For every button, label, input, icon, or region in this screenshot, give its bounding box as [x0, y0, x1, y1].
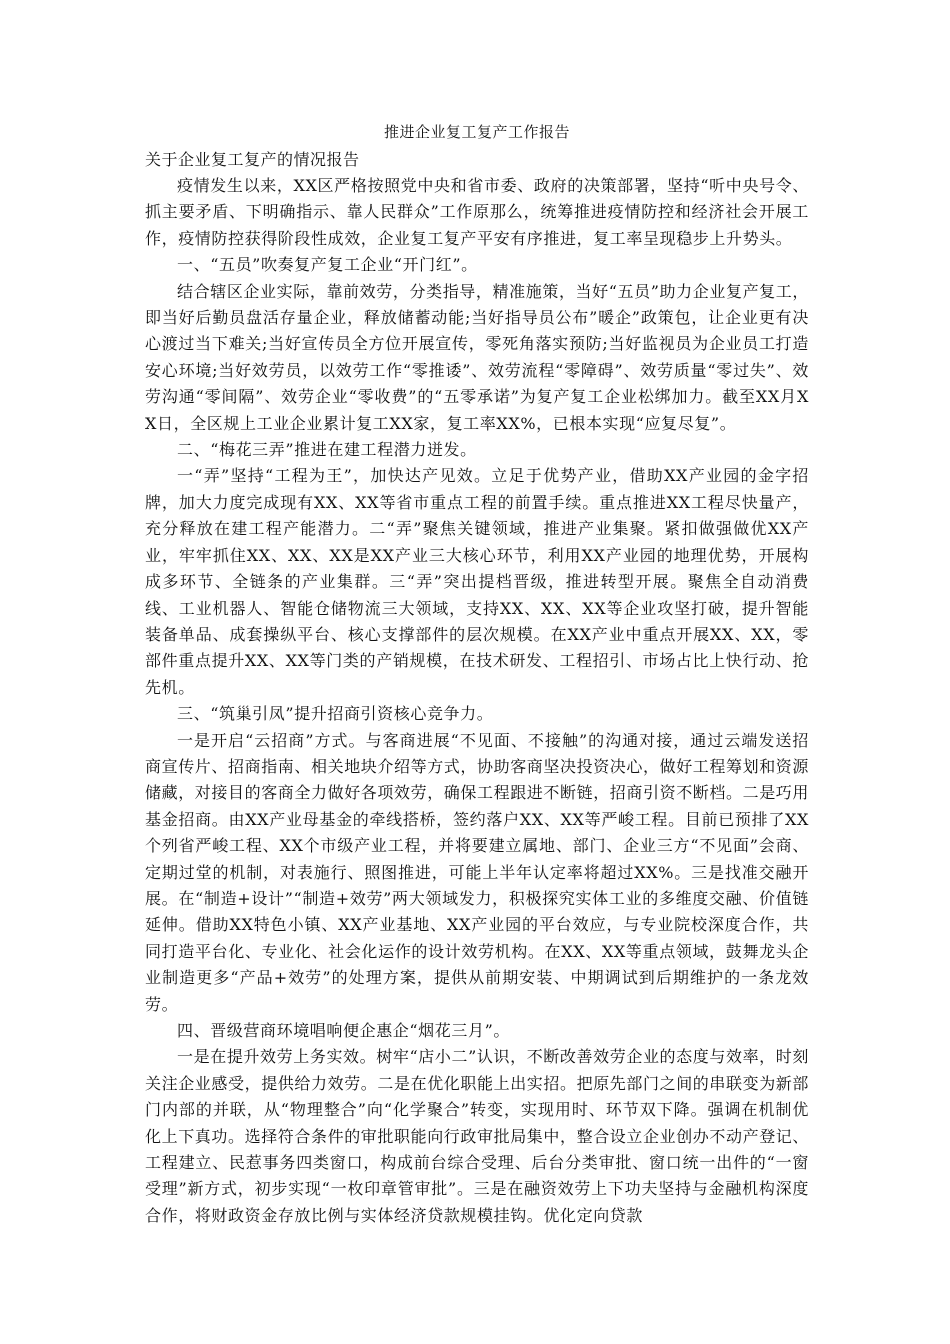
document-title: 推进企业复工复产工作报告 [383, 123, 570, 141]
section-heading-3: 三、“筑巢引凤”提升招商引资核心竞争力。 [177, 704, 494, 724]
document-subtitle: 关于企业复工复产的情况报告 [145, 150, 360, 169]
section-heading-4: 四、晋级营商环境唱响便企惠企“烟花三月”。 [177, 1021, 510, 1040]
paragraph-section-1: 结合辖区企业实际，靠前效劳，分类指导，精准施策，当好“五员”助力企业复产复工，即当好后勤员盘活存量企业，释放储蓄动能;当好指导员公布”暖企”政策包，让企业更有决心渡过当下难关;当好宣传员全方位开展宣传，零死角落实预防;当好监视员为企业员工打造安心环境;当好效劳员，以效劳工作“零推诿”、效劳流程“零障碍”、效劳质量“零过失”、效劳沟通“零间隔”、效劳企业“零收费”的“五零承诺”为复产复工企业松绑加力。截至XX月XX日，全区规上工业企业累计复工XX家，复工率XX%，已根本实现“应复尽复”。 [145, 281, 809, 433]
paragraph-section-2: 一“弄”坚持“工程为王”，加快达产见效。立足于优势产业，借助XX产业园的金字招牌，加大力度完成现有XX、XX等省市重点工程的前置手续。重点推进XX工程尽快量产，充分释放在建工程产能潜力。二“弄”聚焦关键领域，推进产业集聚。紧扣做强做优XX产业，牢牢抓住XX、XX、XX是XX产业三大核心环节，利用XX产业园的地理优势，开展构成多环节、全链条的产业集群。三“弄”突出提档晋级，推进转型开展。聚焦全自动消费线、工业机器人、智能仓储物流三大领域，支持XX、XX、XX等企业攻坚打破，提升智能装备单品、成套操纵平台、核心支撑部件的层次规模。在XX产业中重点开展XX、XX，零部件重点提升XX、XX等门类的产销规模，在技术研发、工程招引、市场占比上快行动、抢先机。 [145, 466, 809, 697]
section-heading-1: 一、“五员”吹奏复产复工企业“开门红”。 [177, 255, 478, 275]
paragraph-section-4: 一是在提升效劳上务实效。树牢“店小二”认识，不断改善效劳企业的态度与效率，时刻关注企业感受，提供给力效劳。二是在优化职能上出实招。把原先部门之间的串联变为新部门内部的并联，从“物理整合”向“化学聚合”转变，实现用时、环节双下降。强调在机制优化上下真功。选择符合条件的审批职能向行政审批局集中，整合设立企业创办不动产登记、工程建立、民惹事务四类窗口，构成前台综合受理、后台分类审批、窗口统一出件的“一窗受理”新方式，初步实现“一枚印章管审批”。三是在融资效劳上下功夫坚持与金融机构深度合作，将财政资金存放比例与实体经济贷款规模挂钩。优化定向贷款 [145, 1047, 810, 1225]
paragraph-section-3: 一是开启“云招商”方式。与客商进展“不见面、不接触”的沟通对接，通过云端发送招商宣传片、招商指南、相关地块介绍等方式，协助客商坚决投资决心，做好工程筹划和资源储藏，对接目的客商全力做好各项效劳，确保工程跟进不断链，招商引资不断档。二是巧用基金招商。由XX产业母基金的牵线搭桥，签约落户XX、XX等严峻工程。目前已预排了XX个列省严峻工程、XX个市级产业工程，并将要建立属地、部门、企业三方“不见面”会商、定期过堂的机制，对表施行、照图推进，可能上半年认定率将超过XX%。三是找准交融开展。在“制造+设计”“制造+效劳”两大领域发力，积极探究实体工业的多维度交融、价值链延伸。借助XX特色小镇、XX产业基地、XX产业园的平台效应，与专业院校深度合作，共同打造平台化、专业化、社会化运作的设计效劳机构。在XX、XX等重点领域，鼓舞龙头企业制造更多“产品+效劳”的处理方案，提供从前期安装、中期调试到后期维护的一条龙效劳。 [145, 730, 810, 1014]
paragraph-intro: 疫情发生以来，XX区严格按照党中央和省市委、政府的决策部署，坚持“听中央号令、抓主要矛盾、下明确指示、靠人民群众”工作原那么，统筹推进疫情防控和经济社会开展工作，疫情防控获得阶段性成效，企业复工复产平安有序推进，复工率呈现稳步上升势头。 [145, 176, 809, 248]
section-heading-2: 二、“梅花三弄”推进在建工程潜力迸发。 [177, 440, 477, 460]
document-page [145, 118, 809, 1229]
